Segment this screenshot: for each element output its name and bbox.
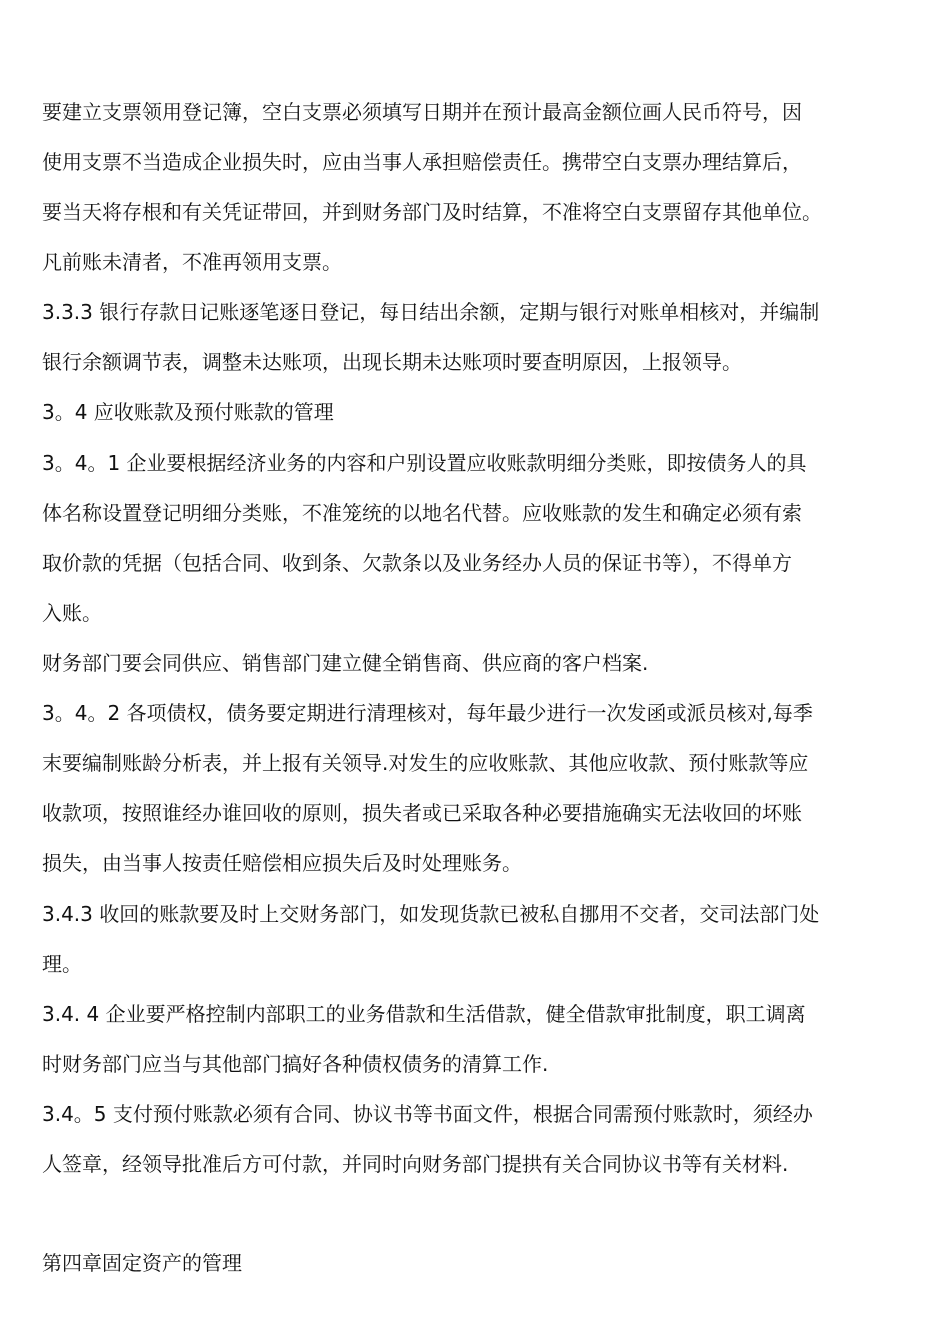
paragraph-line: 要当天将存根和有关凭证带回，并到财务部门及时结算，不准将空白支票留存其他单位。 <box>42 200 822 224</box>
paragraph-line: 财务部门要会同供应、销售部门建立健全销售商、供应商的客户档案. <box>42 651 649 675</box>
chapter-title: 第四章固定资产的管理 <box>42 1251 242 1275</box>
paragraph-line: 取价款的凭据（包括合同、收到条、欠款条以及业务经办人员的保证书等），不得单方 <box>42 551 792 575</box>
paragraph-line: 理。 <box>42 952 82 976</box>
paragraph-line: 人签章，经领导批准后方可付款，并同时向财务部门提拱有关合同协议书等有关材料. <box>42 1152 789 1176</box>
paragraph-line: 凡前账未清者，不准再领用支票。 <box>42 250 342 274</box>
section-heading: 3。4 应收账款及预付账款的管理 <box>42 400 334 424</box>
paragraph-line: 3。4。1 企业要根据经济业务的内容和户别设置应收账款明细分类账，即按债务人的具 <box>42 451 807 475</box>
paragraph-line: 体名称设置登记明细分类账，不准笼统的以地名代替。应收账款的发生和确定必须有索 <box>42 501 802 525</box>
paragraph-line: 入账。 <box>42 601 102 625</box>
paragraph-line: 损失，由当事人按责任赔偿相应损失后及时处理账务。 <box>42 851 522 875</box>
paragraph-line: 末要编制账龄分析表，并上报有关领导.对发生的应收账款、其他应收款、预付账款等应 <box>42 751 809 775</box>
paragraph-line: 3.4. 4 企业要严格控制内部职工的业务借款和生活借款，健全借款审批制度，职工调离 <box>42 1002 806 1026</box>
paragraph-line: 要建立支票领用登记簿，空白支票必须填写日期并在预计最高金额位画人民币符号，因 <box>42 100 802 124</box>
paragraph-line: 银行余额调节表，调整未达账项，出现长期未达账项时要查明原因，上报领导。 <box>42 350 742 374</box>
paragraph-line: 时财务部门应当与其他部门搞好各种债权债务的清算工作. <box>42 1052 549 1076</box>
paragraph-line: 3.4。5 支付预付账款必须有合同、协议书等书面文件，根据合同需预付账款时，须经办 <box>42 1102 813 1126</box>
paragraph-line: 3。4。2 各项债权，债务要定期进行清理核对，每年最少进行一次发函或派员核对,每季 <box>42 701 813 725</box>
paragraph-line: 3.4.3 收回的账款要及时上交财务部门，如发现货款已被私自挪用不交者，交司法部门处 <box>42 902 820 926</box>
paragraph-line: 收款项，按照谁经办谁回收的原则，损失者或已采取各种必要措施确实无法收回的坏账 <box>42 801 802 825</box>
paragraph-line: 使用支票不当造成企业损失时，应由当事人承担赔偿责任。携带空白支票办理结算后， <box>42 150 802 174</box>
paragraph-line: 3.3.3 银行存款日记账逐笔逐日登记，每日结出余额，定期与银行对账单相核对，并编制 <box>42 300 820 324</box>
